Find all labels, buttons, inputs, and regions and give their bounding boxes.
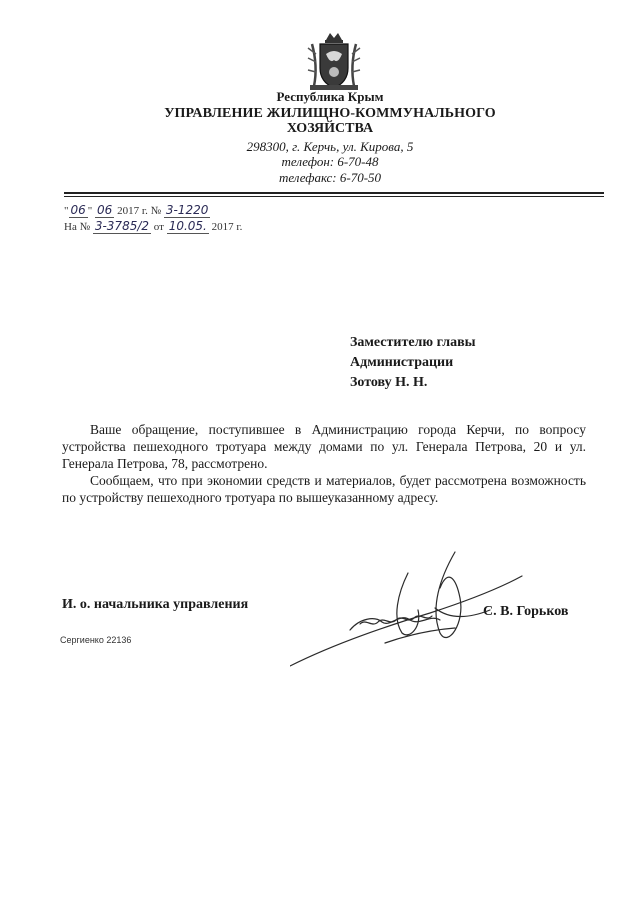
addressee-line3: Зотову Н. Н. (350, 375, 428, 390)
signatory-name: С. В. Горьков (483, 604, 569, 619)
handwritten-signature (290, 548, 525, 670)
incoming-from-label: от (153, 221, 164, 233)
organization-phone: телефон: 6-70-48 (281, 154, 379, 169)
organization-address: 298300, г. Керчь, ул. Кирова, 5 (246, 139, 414, 154)
header-divider (64, 192, 604, 194)
organization-fax: телефакс: 6-70-50 (278, 170, 382, 185)
signatory-role: И. о. начальника управления (62, 597, 249, 612)
coat-of-arms-icon (298, 30, 370, 92)
republic-name: Республика Крым (276, 89, 384, 104)
outgoing-day: 06 (70, 203, 86, 217)
addressee-block (350, 333, 476, 393)
letter-body (62, 421, 586, 506)
outgoing-number: 3-1220 (165, 203, 209, 217)
addressee-line1: Заместителю главы (350, 335, 476, 350)
executor-note: Сергиенко 22136 (60, 635, 132, 645)
organization-name-line1: УПРАВЛЕНИЕ ЖИЛИЩНО-КОММУНАЛЬНОГО (164, 106, 496, 121)
incoming-registration (64, 220, 242, 234)
incoming-prefix: На № (64, 221, 91, 233)
incoming-year-label: 2017 г. (211, 221, 243, 233)
addressee-line2: Администрации (350, 355, 454, 370)
body-paragraph-2: Сообщаем, что при экономии средств и материалов, будет рассмотрена возможность по устройству пешеходного тротуара по вышеуказанному адресу. (62, 473, 586, 505)
outgoing-year-label: 2017 г. № (117, 205, 162, 217)
organization-name-line2: ХОЗЯЙСТВА (286, 121, 374, 136)
outgoing-registration: " 06 " 06 2017 г. № 3-1220 (64, 203, 209, 217)
incoming-date: 10.05. (168, 219, 207, 233)
body-paragraph-1: Ваше обращение, поступившее в Администрацию города Керчи, по вопросу устройства пешеходного тротуара между домами по ул. Генерала Петрова, 20 и ул. Генерала Петрова, 78, рассмотрено. (62, 422, 586, 471)
incoming-number: 3-3785/2 (94, 219, 150, 233)
header-divider-thin (64, 196, 604, 197)
outgoing-month: 06 (97, 203, 113, 217)
